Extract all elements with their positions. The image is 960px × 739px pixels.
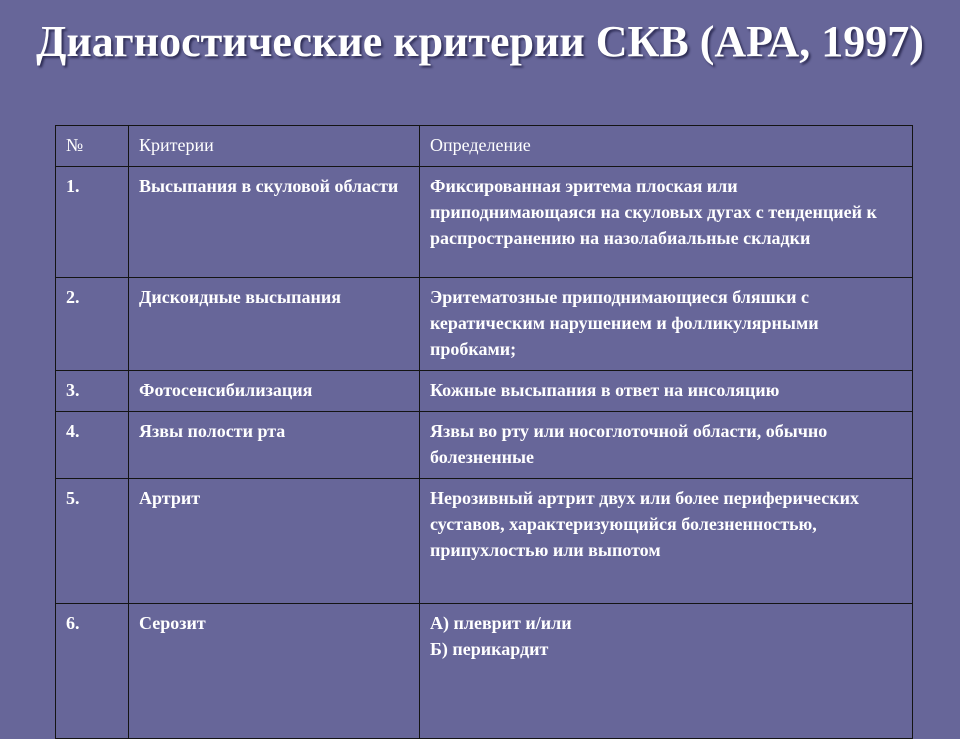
row-number: 1. (56, 167, 129, 278)
header-criteria: Критерии (129, 126, 420, 167)
row-definition (420, 278, 913, 371)
row-criterion: Высыпания в скуловой области (129, 167, 420, 278)
row-number: 6. (56, 604, 129, 739)
table-row (56, 412, 913, 479)
table-row (56, 479, 913, 604)
row-number: 3. (56, 371, 129, 412)
table-row (56, 167, 913, 278)
header-definition: Определение (420, 126, 913, 167)
row-definition (420, 604, 913, 739)
definition-line: Эритематозные приподнимающиеся бляшки с кератическим нарушением и фолликулярными пробками; (430, 287, 819, 359)
row-criterion: Фотосенсибилизация (129, 371, 420, 412)
definition-line: Нерозивный артрит двух или более периферических суставов, характеризующийся болезненностью, припухлостью или выпотом (430, 488, 859, 560)
row-definition (420, 167, 913, 278)
row-criterion: Дискоидные высыпания (129, 278, 420, 371)
row-criterion: Язвы полости рта (129, 412, 420, 479)
row-number: 4. (56, 412, 129, 479)
definition-line: Фиксированная эритема плоская или приподнимающаяся на скуловых дугах с тенденцией к распространению на назолабиальные складки (430, 176, 877, 248)
definition-line: Язвы во рту или носоглоточной области, обычно болезненные (430, 421, 828, 467)
table-header-row (56, 126, 913, 167)
table-row (56, 371, 913, 412)
table-row (56, 604, 913, 739)
row-number: 5. (56, 479, 129, 604)
definition-line: А) плеврит и/или (430, 613, 572, 633)
header-number: № (56, 126, 129, 167)
slide-title: Диагностические критерии СКВ (АРА, 1997) (36, 17, 924, 66)
row-criterion: Серозит (129, 604, 420, 739)
row-criterion: Артрит (129, 479, 420, 604)
row-definition (420, 479, 913, 604)
table-row (56, 278, 913, 371)
row-number: 2. (56, 278, 129, 371)
row-definition (420, 371, 913, 412)
criteria-table (55, 125, 913, 739)
row-definition (420, 412, 913, 479)
definition-line: Кожные высыпания в ответ на инсоляцию (430, 380, 780, 400)
definition-line: Б) перикардит (430, 639, 549, 659)
